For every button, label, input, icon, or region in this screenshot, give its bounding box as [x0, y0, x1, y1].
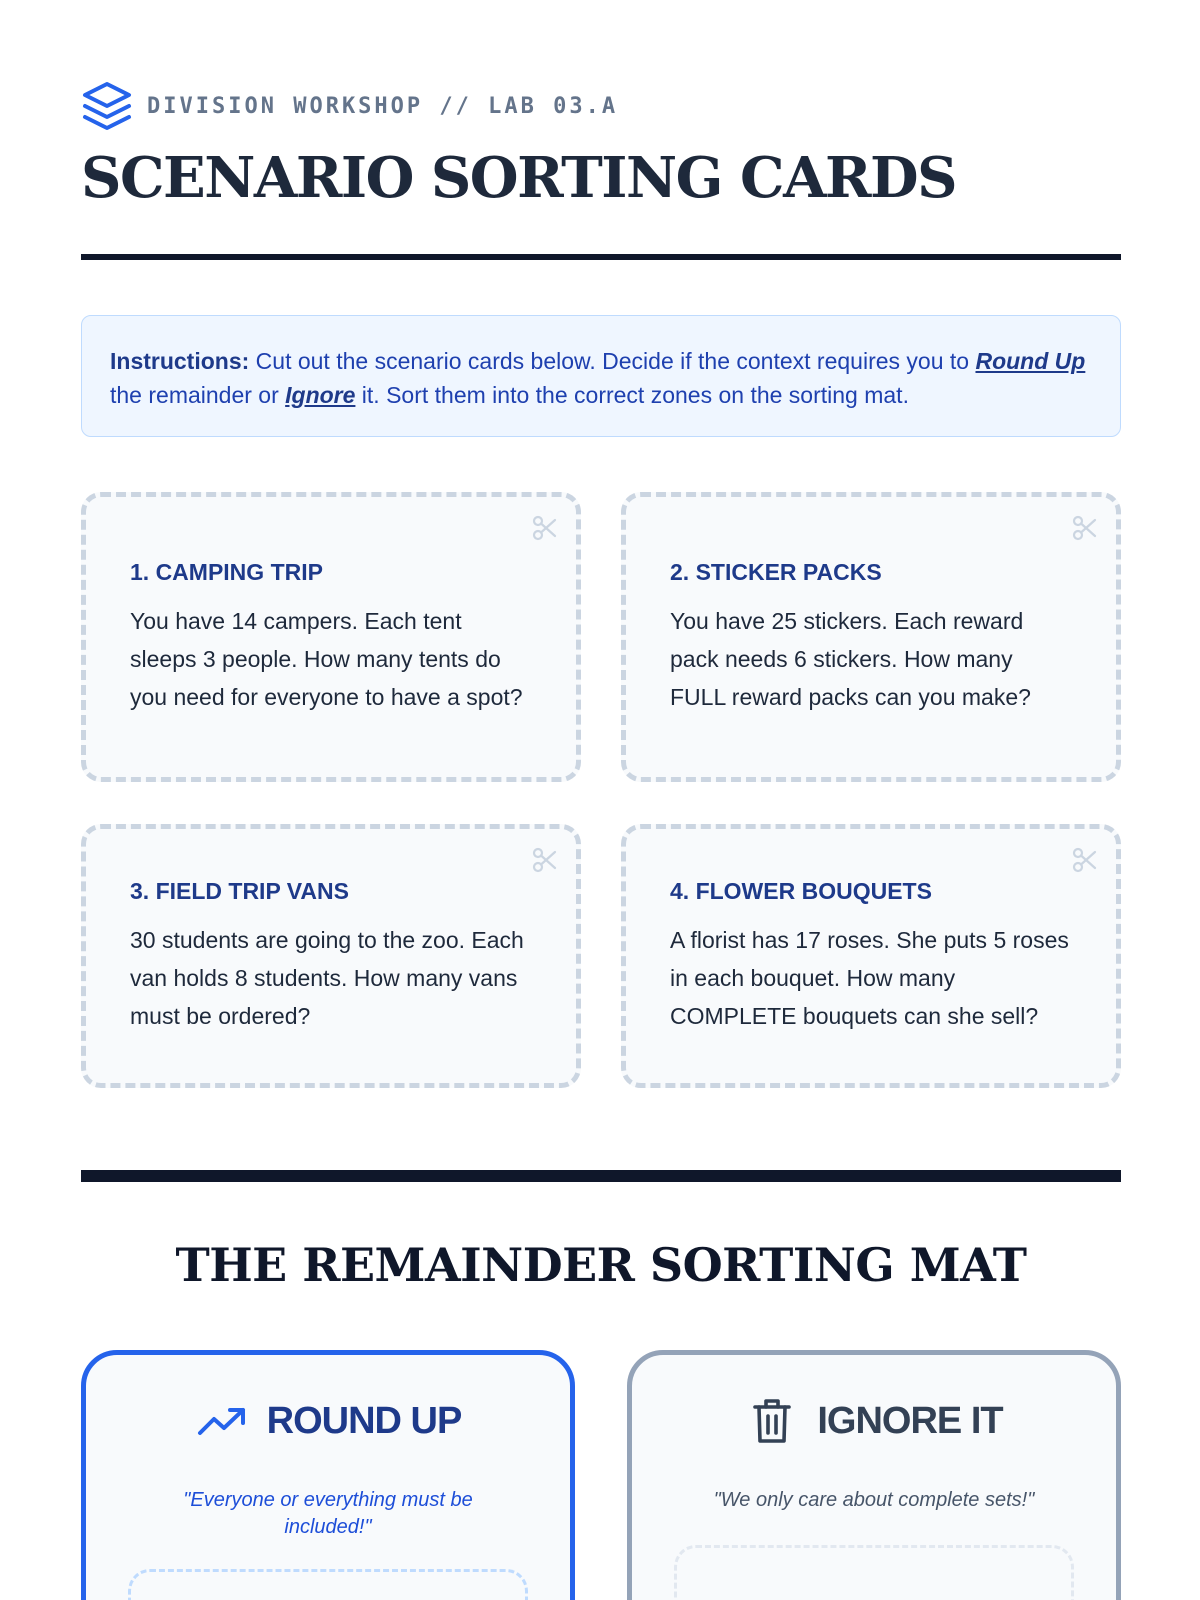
card-body: A florist has 17 roses. She puts 5 roses in each bouquet. How many COMPLETE bouquets can she sell? [670, 926, 1069, 1029]
instructions-text-1: Cut out the scenario cards below. Decide if the context requires you to [249, 348, 976, 374]
instructions-box [81, 315, 1121, 437]
instructions-ignore: Ignore [285, 382, 356, 408]
card-drop-slot[interactable] [128, 1569, 528, 1600]
card-body: 30 students are going to the zoo. Each van holds 8 students. How many vans must be ordered? [130, 926, 524, 1029]
ignore-zone[interactable] [627, 1350, 1121, 1600]
card-body: You have 25 stickers. Each reward pack needs 6 stickers. How many FULL reward packs can you make? [670, 607, 1031, 710]
scenario-card-vans[interactable] [81, 824, 581, 1088]
workshop-subtitle: DIVISION WORKSHOP // LAB 03.A [147, 93, 619, 119]
page-title: SCENARIO SORTING CARDS [81, 145, 957, 211]
instructions-round-up: Round Up [975, 348, 1086, 374]
instructions-text-3: it. Sort them into the correct zones on the sorting mat. [355, 382, 909, 408]
sorting-mat-title: THE REMAINDER SORTING MAT [175, 1238, 1027, 1292]
scenario-card-stickers[interactable] [621, 492, 1121, 782]
instructions-text-2: the remainder or [110, 382, 286, 408]
brand-row [81, 80, 1121, 132]
scissors-icon [1072, 515, 1098, 541]
header-divider [81, 254, 1121, 260]
scissors-icon [1072, 847, 1098, 873]
trending-up-icon [195, 1397, 249, 1445]
scissors-icon [532, 847, 558, 873]
trash-icon [745, 1397, 799, 1445]
instructions-lead: Instructions: [110, 348, 250, 374]
ignore-label: IGNORE IT [817, 1399, 1003, 1442]
zone-header [632, 1397, 1116, 1445]
card-drop-slot[interactable] [674, 1545, 1074, 1600]
ignore-quote: "We only care about complete sets!" [713, 1489, 1035, 1511]
card-body: You have 14 campers. Each tent sleeps 3 people. How many tents do you need for everyone to have a spot? [130, 607, 523, 710]
round-up-zone[interactable] [81, 1350, 575, 1600]
round-up-quote: "Everyone or everything must be included!" [183, 1489, 473, 1538]
card-title: 4. FLOWER BOUQUETS [670, 877, 932, 904]
zone-header [86, 1397, 570, 1445]
scenario-card-bouquets[interactable] [621, 824, 1121, 1088]
scissors-icon [532, 515, 558, 541]
card-title: 1. CAMPING TRIP [130, 558, 323, 585]
layers-icon [81, 80, 133, 132]
card-title: 3. FIELD TRIP VANS [130, 877, 349, 904]
round-up-label: ROUND UP [266, 1399, 462, 1442]
section-divider [81, 1170, 1121, 1182]
page-header [81, 80, 1121, 211]
card-title: 2. STICKER PACKS [670, 558, 882, 585]
scenario-card-camping[interactable] [81, 492, 581, 782]
